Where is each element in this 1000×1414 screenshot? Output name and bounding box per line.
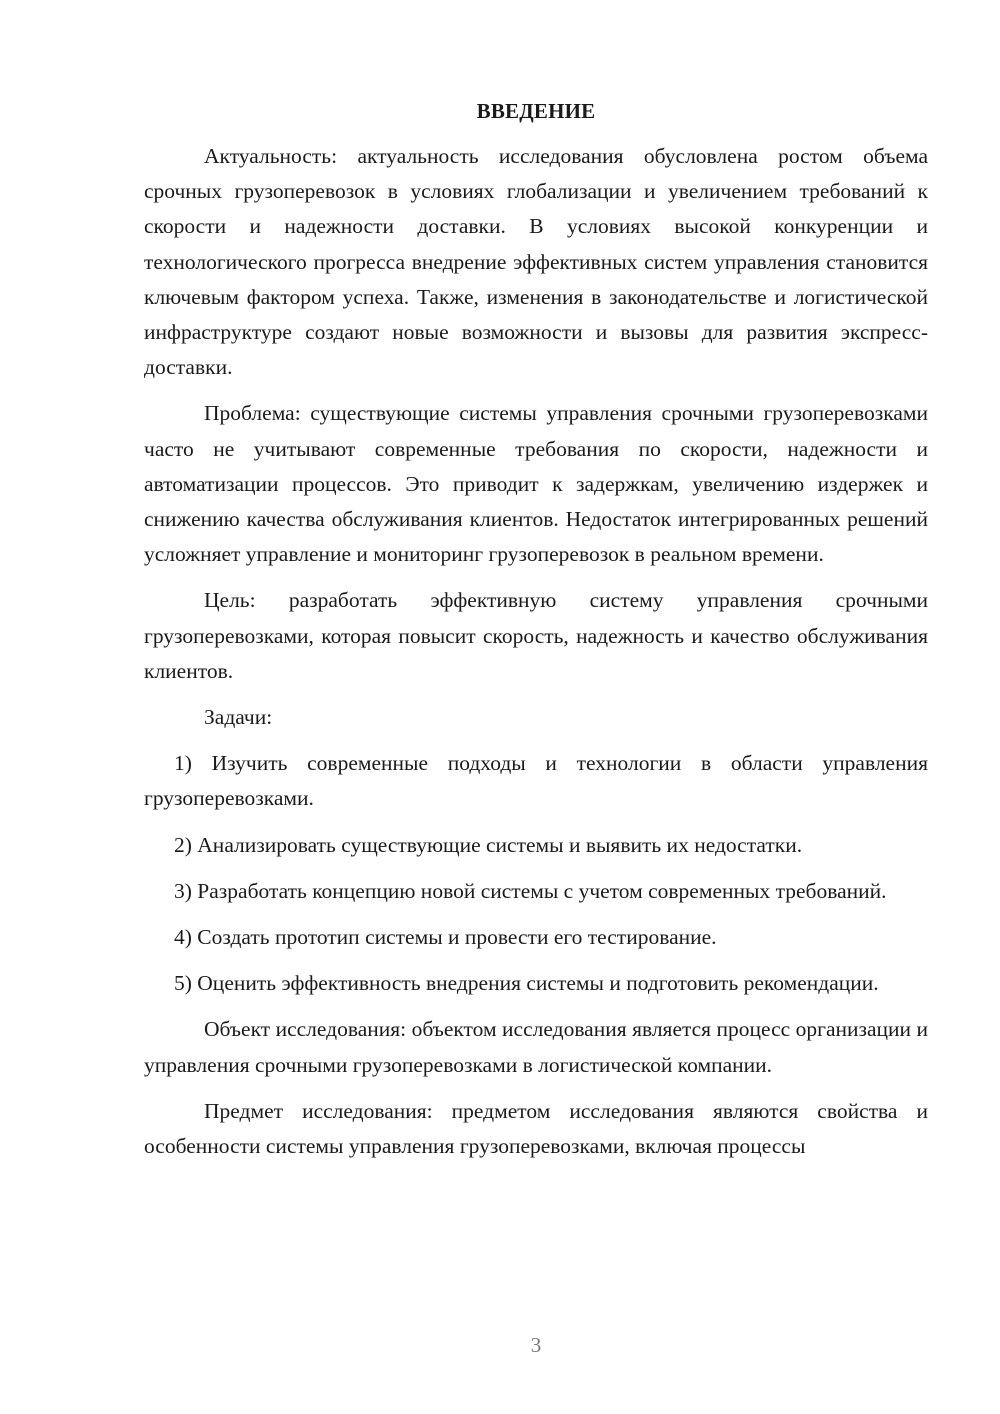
- paragraph-relevance: Актуальность: актуальность исследования обусловлена ростом объема срочных грузоперевозок в условиях глобализации и увеличением требований к скорости и надежности доставки. В условиях высокой конкуренции и технологического прогресса внедрение эффективных систем управления становится ключевым фактором успеха. Также, изменения в законодательстве и логистической инфраструктуре создают новые возможности и вызовы для развития экспресс-доставки.: [144, 144, 928, 380]
- paragraph-problem: Проблема: существующие системы управления срочными грузоперевозками часто не учитывают современные требования по скорости, надежности и автоматизации процессов. Это приводит к задержкам, увеличению издержек и снижению качества обслуживания клиентов. Недостаток интегрированных решений усложняет управление и мониторинг грузоперевозок в реальном времени.: [144, 401, 928, 567]
- task-item: 3) Разработать концепцию новой системы с учетом современных требований.: [174, 878, 887, 903]
- paragraph-tasks-heading: Задачи:: [204, 705, 273, 730]
- document-page: [144, 96, 928, 1164]
- paragraph-subject: Предмет исследования: предметом исследования являются свойства и особенности системы управления грузоперевозками, включая процессы: [144, 1098, 928, 1159]
- paragraph-object: Объект исследования: объектом исследования является процесс организации и управления срочными грузоперевозками в логистической компании.: [144, 1017, 928, 1077]
- task-item: 1) Изучить современные подходы и технологии в области управления грузоперевозками.: [144, 751, 928, 811]
- task-item: 2) Анализировать существующие системы и выявить их недостатки.: [174, 832, 803, 857]
- task-item: 5) Оценить эффективность внедрения системы и подготовить рекомендации.: [174, 971, 879, 996]
- section-title: ВВЕДЕНИЕ: [476, 99, 596, 123]
- task-item: 4) Создать прототип системы и провести его тестирование.: [174, 925, 717, 950]
- paragraph-goal: Цель: разработать эффективную систему управления срочными грузоперевозками, которая повысит скорость, надежность и качество обслуживания клиентов.: [144, 588, 928, 683]
- page-number: 3: [530, 1333, 542, 1357]
